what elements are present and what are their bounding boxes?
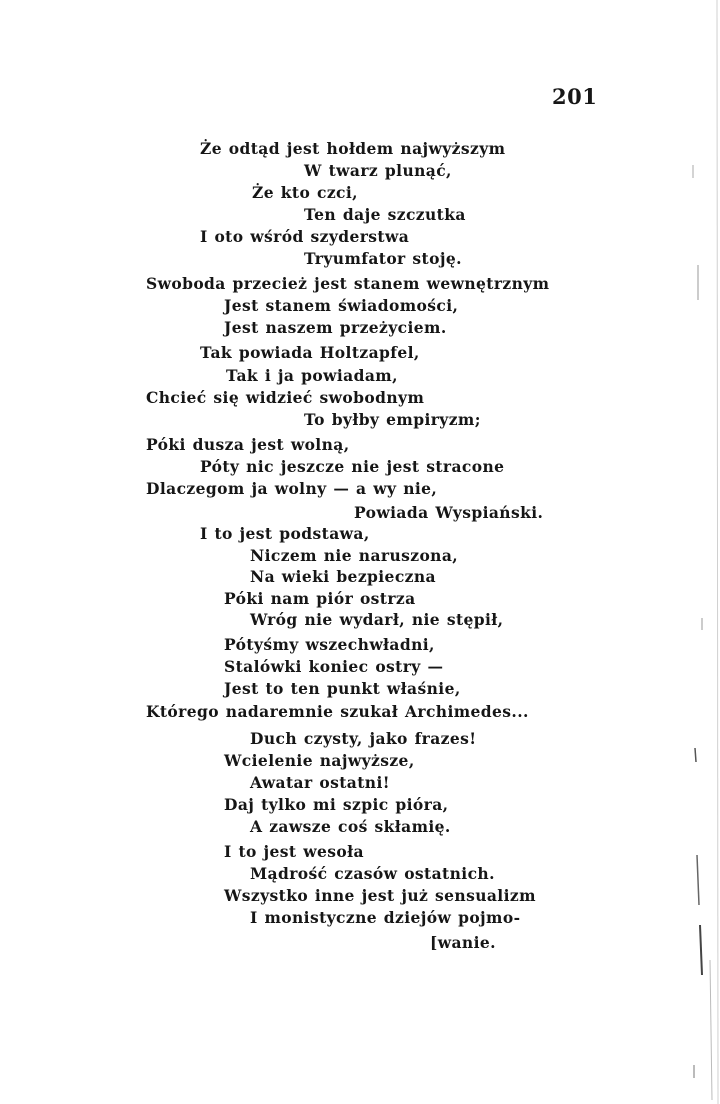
poem-line: Daj tylko mi szpic pióra, bbox=[224, 795, 449, 814]
poem-line: Że odtąd jest hołdem najwyższym bbox=[200, 139, 506, 158]
poem-line: I monistyczne dziejów pojmo- bbox=[250, 908, 521, 927]
poem-line: Że kto czci, bbox=[252, 183, 358, 202]
poem-line: Wróg nie wydarł, nie stępił, bbox=[250, 610, 504, 629]
poem-line: Dlaczegom ja wolny — a wy nie, bbox=[146, 479, 438, 498]
poem-line: Na wieki bezpieczna bbox=[250, 567, 436, 586]
poem-line: Póty nic jeszcze nie jest stracone bbox=[200, 457, 505, 476]
poem-line: Wcielenie najwyższe, bbox=[224, 751, 415, 770]
poem-line: I to jest podstawa, bbox=[200, 524, 370, 543]
poem-line: Swoboda przecież jest stanem wewnętrznym bbox=[146, 274, 550, 293]
poem-line: A zawsze coś skłamię. bbox=[250, 817, 451, 836]
poem-line: Którego nadaremnie szukał Archimedes... bbox=[146, 702, 529, 721]
scan-edge-artifacts bbox=[690, 0, 720, 1104]
poem-line: Ten daje szczutka bbox=[304, 205, 466, 224]
poem-line: [wanie. bbox=[430, 933, 496, 952]
poem-line: Jest naszem przeżyciem. bbox=[224, 318, 447, 337]
poem-line: Chcieć się widzieć swobodnym bbox=[146, 388, 425, 407]
poem-line: Powiada Wyspiański. bbox=[354, 503, 544, 522]
poem-line: Pótyśmy wszechwładni, bbox=[224, 635, 435, 654]
poem-line: Wszystko inne jest już sensualizm bbox=[224, 886, 536, 905]
poem-line: To byłby empiryzm; bbox=[304, 410, 481, 429]
poem-line: Duch czysty, jako frazes! bbox=[250, 729, 477, 748]
poem-line: Tryumfator stoję. bbox=[304, 249, 462, 268]
poem-line: Tak powiada Holtzapfel, bbox=[200, 343, 420, 362]
poem-line: Stalówki koniec ostry — bbox=[224, 657, 444, 676]
poem-line: Jest to ten punkt właśnie, bbox=[224, 679, 461, 698]
poem-line: Póki dusza jest wolną, bbox=[146, 435, 350, 454]
poem-line: Tak i ja powiadam, bbox=[226, 366, 398, 385]
poem-line: I oto wśród szyderstwa bbox=[200, 227, 410, 246]
poem-line: I to jest wesoła bbox=[224, 842, 364, 861]
poem-line: W twarz plunąć, bbox=[304, 161, 452, 180]
poem-line: Mądrość czasów ostatnich. bbox=[250, 864, 495, 883]
poem-line: Jest stanem świadomości, bbox=[224, 296, 459, 315]
poem-line: Niczem nie naruszona, bbox=[250, 546, 459, 565]
page-number: 201 bbox=[552, 84, 598, 109]
poem-line: Póki nam piór ostrza bbox=[224, 589, 416, 608]
poem-line: Awatar ostatni! bbox=[250, 773, 390, 792]
